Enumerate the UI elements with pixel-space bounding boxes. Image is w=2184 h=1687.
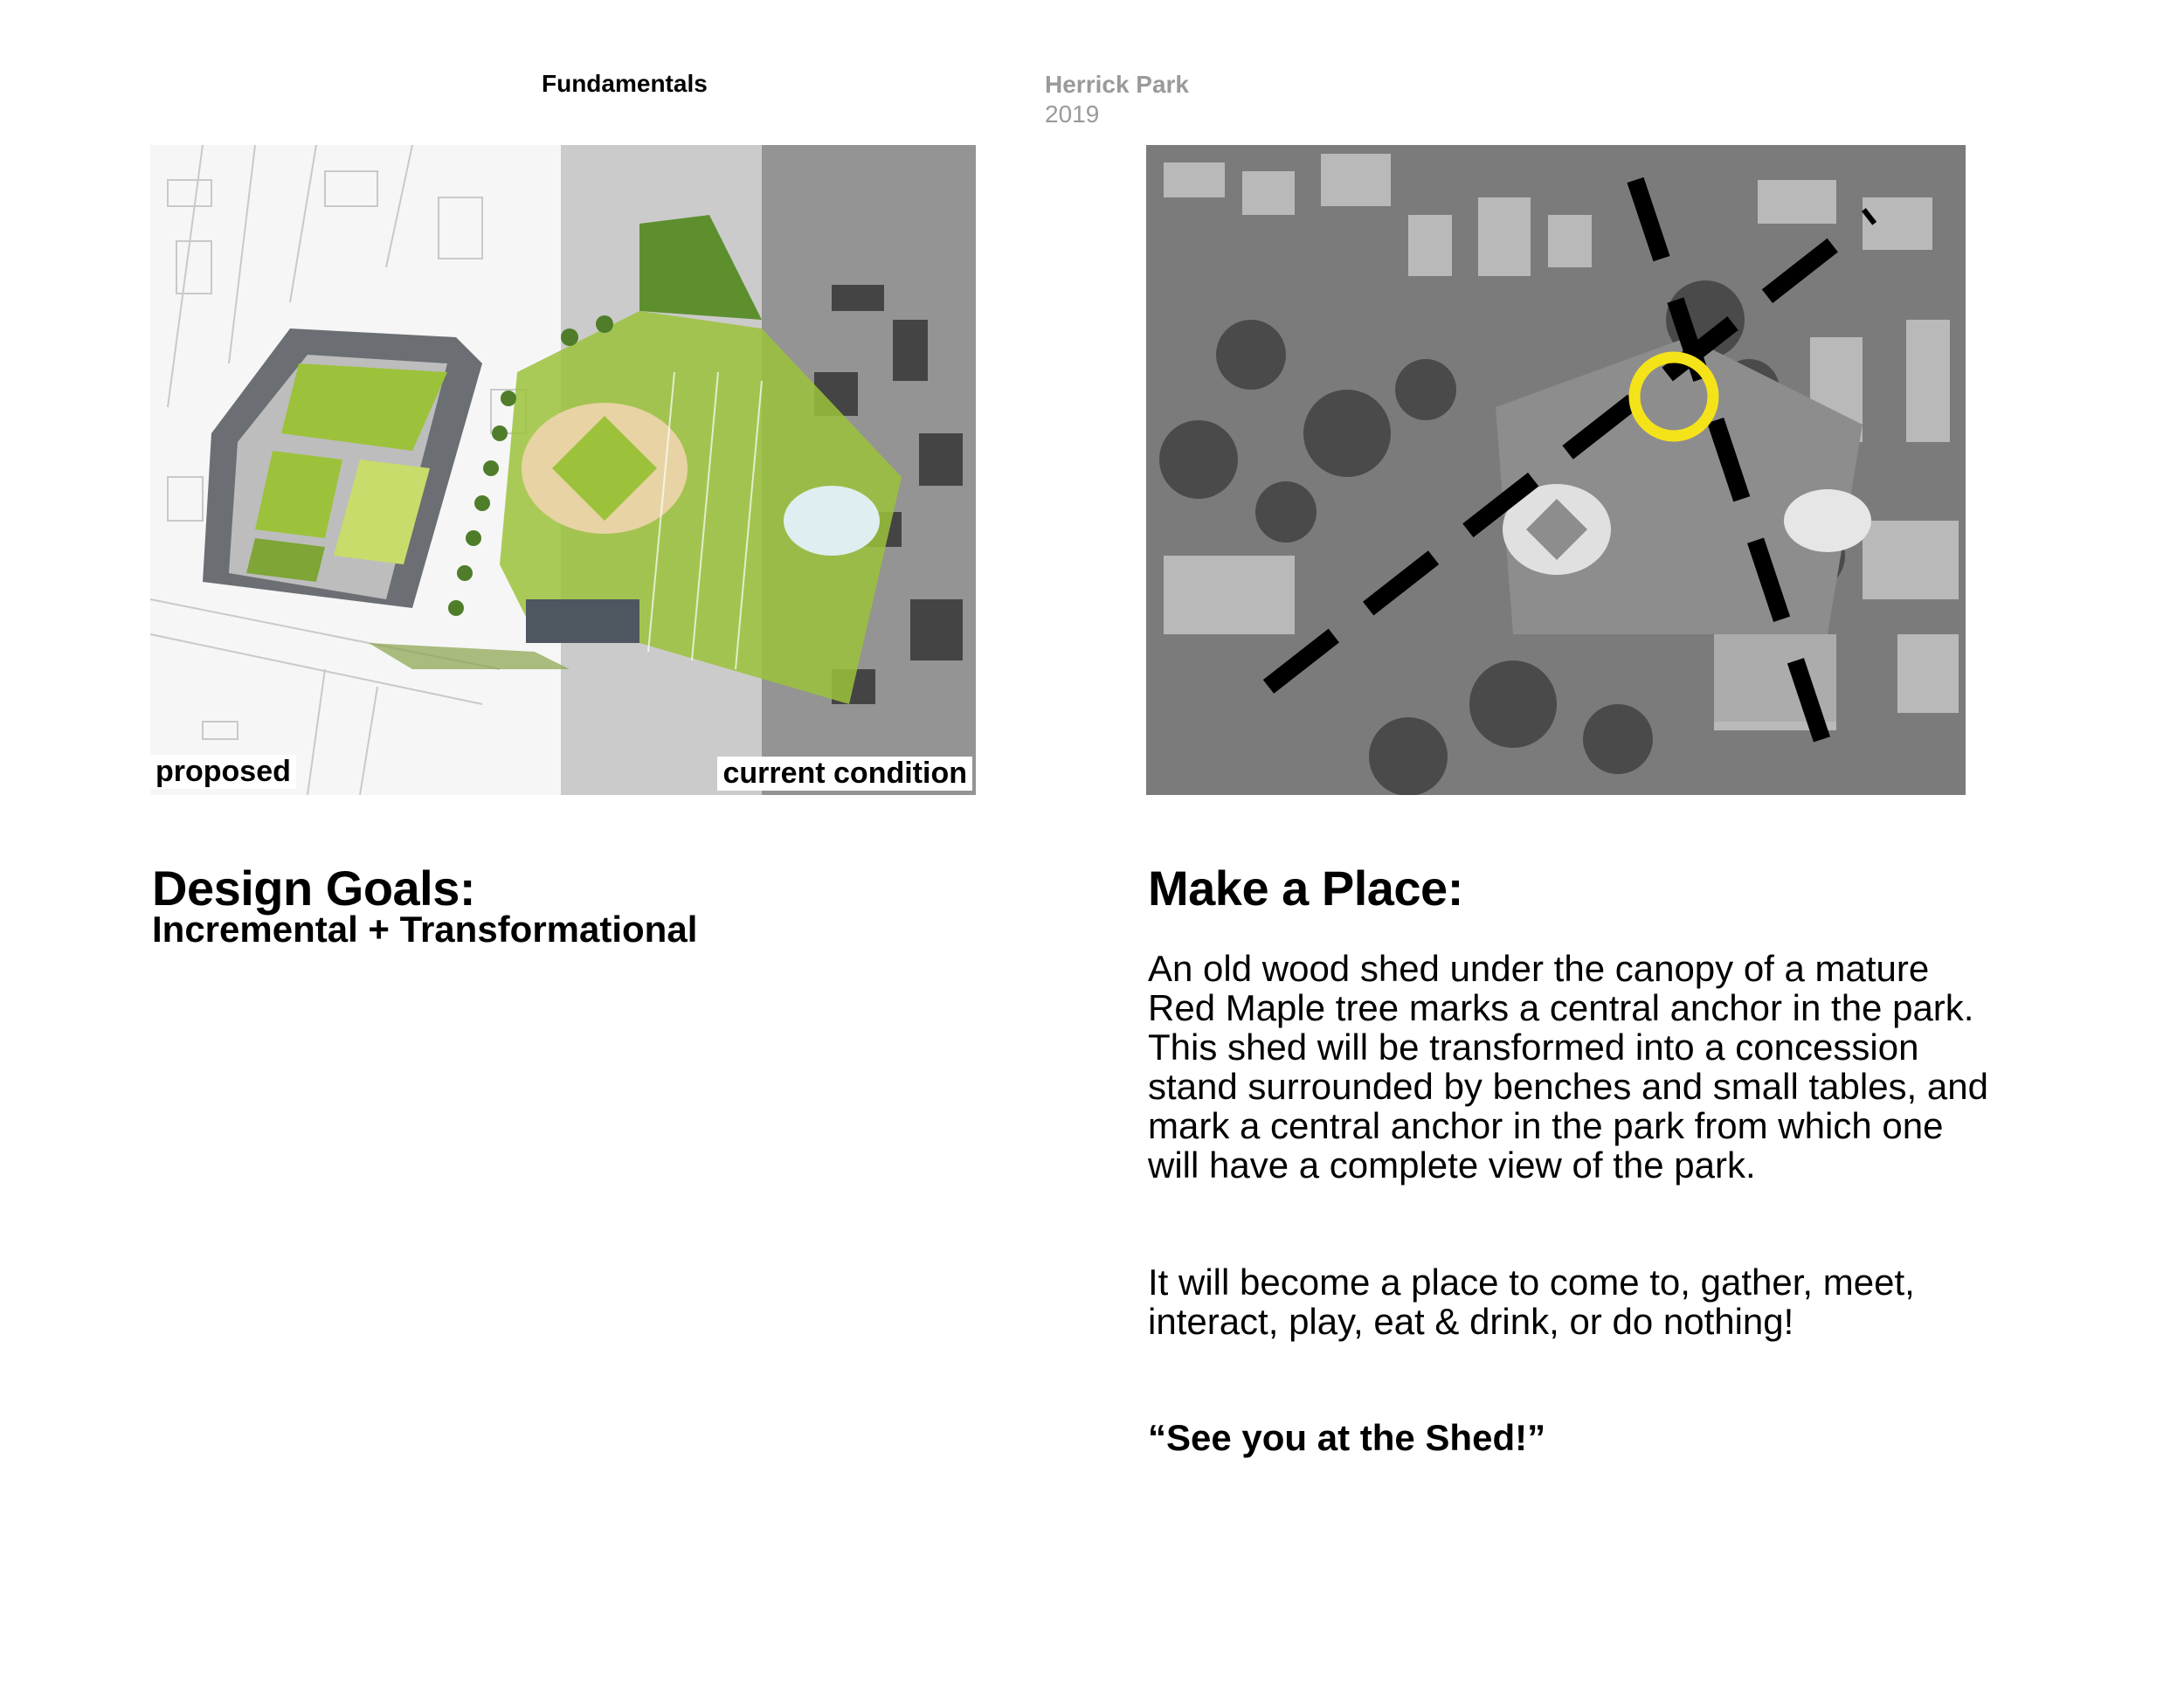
project-year: 2019 — [1045, 100, 1100, 128]
project-title: Herrick Park — [1045, 71, 1190, 98]
proposed-label: proposed — [150, 755, 296, 789]
current-condition-label: current condition — [717, 757, 972, 791]
design-goals-heading: Design Goals: — [152, 861, 476, 916]
place-paragraph: It will become a place to come to, gather, meet, interact, play, eat & drink, or do nothing! — [1148, 1262, 1915, 1342]
section-title: Fundamentals — [542, 70, 708, 97]
project-header — [1045, 70, 1189, 129]
make-a-place-heading: Make a Place: — [1148, 861, 1463, 916]
aerial-axes-drawing — [1146, 145, 1966, 795]
shed-quote: “See you at the Shed!” — [1148, 1417, 1546, 1458]
site-plan-drawing — [150, 145, 976, 795]
design-goals-subheading: Incremental + Transformational — [152, 909, 698, 950]
proposed-plan-image — [150, 145, 976, 795]
aerial-photo — [1146, 145, 1966, 795]
description-paragraph: An old wood shed under the canopy of a mature Red Maple tree marks a central anchor in the park. This shed will be transformed into a concession stand surrounded by benches and small tables, and mark a central anchor in the park from which one will have a complete view of the park. — [1148, 948, 1988, 1186]
